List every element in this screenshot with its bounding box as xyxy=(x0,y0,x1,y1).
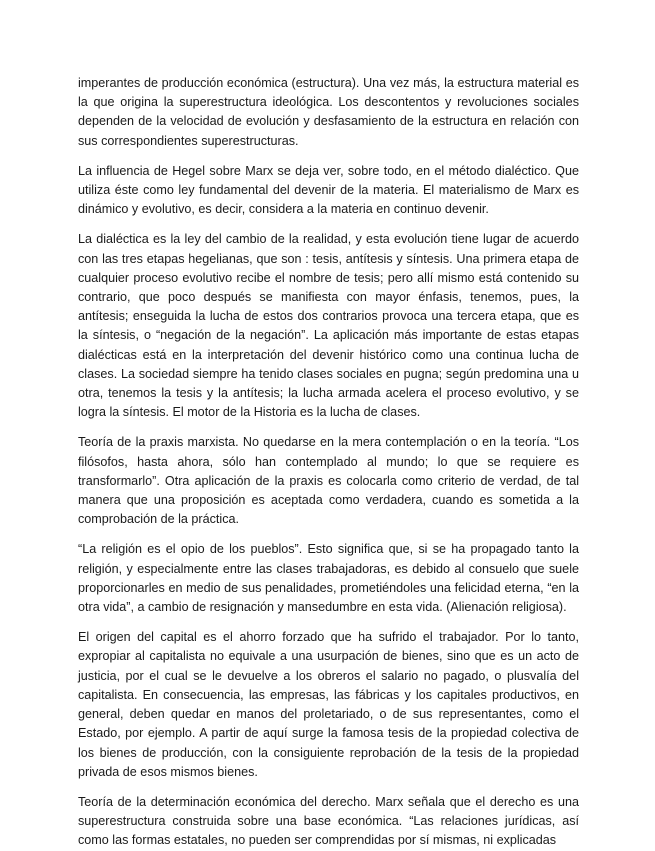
paragraph-7: Teoría de la determinación económica del derecho. Marx señala que el derecho es una superestructura construida sobre una base económica. “Las relaciones jurídicas, así como las formas estatales, no pueden ser comprendidas por sí mismas, ni explicadas xyxy=(78,794,579,848)
paragraph-5: “La religión es el opio de los pueblos”. Esto significa que, si se ha propagado tanto la religión, y especialmente entre las clases trabajadoras, es debido al consuelo que suele proporcionarles en medio de sus penalidades, prometiéndoles una felicidad eterna, “en la otra vida”, a cambio de resignación y mansedumbre en esta vida. (Alienación religiosa). xyxy=(78,542,579,615)
paragraph-1: imperantes de producción económica (estructura). Una vez más, la estructura material es la que origina la superestructura ideológica. Los descontentos y revoluciones sociales dependen de la velocidad de evolución y desfasamiento de la estructura en relación con sus correspondientes superestructuras. xyxy=(78,76,579,148)
paragraph-2: La influencia de Hegel sobre Marx se deja ver, sobre todo, en el método dialéctico. Que utiliza éste como ley fundamental del devenir de la materia. El materialismo de Marx es dinámico y evolutivo, es decir, considera a la materia en continuo devenir. xyxy=(78,163,579,217)
paragraph-3: La dialéctica es la ley del cambio de la realidad, y esta evolución tiene lugar de acuerdo con las tres etapas hegelianas, que son : tesis, antítesis y síntesis. Una primera etapa de cualquier proceso evolutivo recibe el nombre de tesis; pero allí mismo está contenido su contrario, que poco después se manifiesta con mayor énfasis, tenemos, pues, la antítesis; enseguida la lucha de estos dos contrarios provoca una tercera etapa, que es la síntesis, o “negación de la negación”. La aplicación más importante de estas etapas dialécticas está en la interpretación del devenir histórico como una continua lucha de clases. La sociedad siempre ha tenido clases sociales en pugna; según predomina una u otra, tenemos la tesis y la antítesis; la lucha armada acelera el proceso evolutivo, y se logra la síntesis. El motor de la Historia es la lucha de clases. xyxy=(78,232,579,420)
paragraph-4: Teoría de la praxis marxista. No quedarse en la mera contemplación o en la teoría. “Los filósofos, hasta ahora, sólo han contemplado al mundo; lo que se requiere es transformarlo”. Otra aplicación de la praxis es colocarla como criterio de verdad, de tal manera que una proposición es aceptada como verdadera, cuando es sometida a la comprobación de la práctica. xyxy=(78,435,579,527)
paragraph-6: El origen del capital es el ahorro forzado que ha sufrido el trabajador. Por lo tanto, expropiar al capitalista no equivale a una usurpación de bienes, sino que es un acto de justicia, por el cual se le devuelve a los obreros el salario no pagado, o plusvalía del capitalista. En consecuencia, las empresas, las fábricas y los capitales productivos, en general, deben quedar en manos del proletariado, o de sus representantes, como el Estado, por ejemplo. A partir de aquí surge la famosa tesis de la propiedad colectiva de los bienes de producción, con la consiguiente reprobación de la tesis de la propiedad privada de esos mismos bienes. xyxy=(78,630,579,779)
